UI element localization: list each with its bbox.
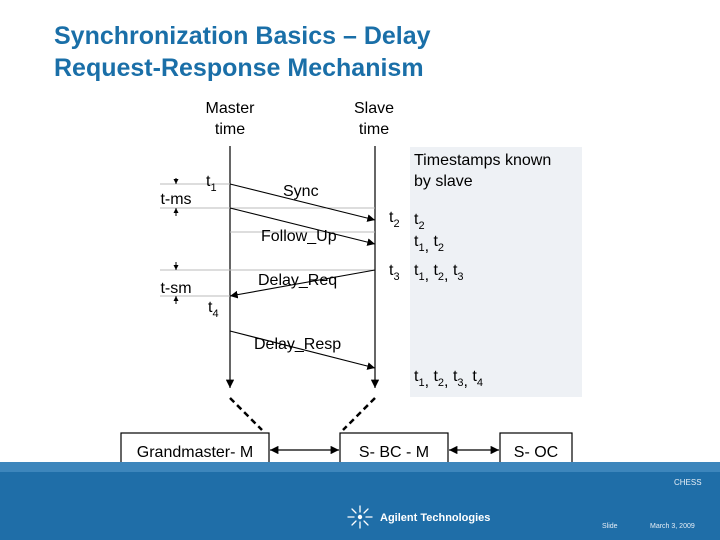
title-line-1: Synchronization Basics – Delay <box>54 22 431 50</box>
label-t4 <box>208 299 219 320</box>
footer-chess: CHESS <box>674 478 702 487</box>
delay-req-label: Delay_Req <box>258 272 338 289</box>
timestamp-base: t <box>452 262 458 279</box>
follow-up-label: Follow_Up <box>261 228 337 245</box>
oc-label: S- OC <box>513 444 559 461</box>
timestamp-base: t <box>414 368 419 385</box>
timestamps-heading-1: Timestamps known <box>414 152 552 169</box>
timestamp-base: t <box>414 211 419 228</box>
timestamp-base: t <box>433 368 438 385</box>
timestamp-base: t <box>472 368 477 385</box>
brand-name: Agilent Technologies <box>380 512 491 524</box>
t3-base: t <box>389 262 394 279</box>
timestamp-sub: 1 <box>418 242 425 254</box>
footer-date: March 3, 2009 <box>650 523 695 530</box>
timestamp-sub: 4 <box>476 377 483 389</box>
label-t1 <box>206 173 217 194</box>
timestamp-base: t <box>414 233 419 250</box>
timestamp-sub: 2 <box>437 242 445 254</box>
timestamp-sub: 3 <box>457 271 464 283</box>
t1-base: t <box>206 173 211 190</box>
timestamp-sub: 2 <box>437 271 445 283</box>
t4-sub: 4 <box>212 308 219 320</box>
footer-slide-label: Slide <box>602 523 618 530</box>
t3-sub: 3 <box>393 271 400 283</box>
title-line-2: Request-Response Mechanism <box>54 54 424 82</box>
interval-t-ms: t-ms <box>160 191 192 208</box>
timestamp-base: t <box>414 262 419 279</box>
timestamp-separator: , <box>424 238 434 255</box>
master-dashed-connector <box>230 398 262 430</box>
timestamp-sub: 1 <box>418 377 425 389</box>
timestamps-heading-2: by slave <box>414 173 473 190</box>
slave-dashed-connector <box>343 398 375 430</box>
t2-sub: 2 <box>393 218 400 230</box>
agilent-spark-icon <box>345 504 375 530</box>
footer-band <box>0 462 720 472</box>
slave-time-label-1: Slave <box>353 100 395 117</box>
slave-time-label-2: time <box>358 121 390 138</box>
timestamp-separator: , <box>424 373 434 390</box>
timestamp-sub: 1 <box>418 271 425 283</box>
label-t3 <box>389 262 400 283</box>
timestamp-base: t <box>433 262 438 279</box>
master-time-label-2: time <box>214 121 246 138</box>
t2-base: t <box>389 209 394 226</box>
timestamp-separator: , <box>463 373 473 390</box>
timestamp-base: t <box>433 233 438 250</box>
timestamp-separator: , <box>444 267 453 284</box>
master-time-label-1: Master <box>205 100 255 117</box>
timestamp-sub: 3 <box>457 377 464 389</box>
timestamp-sub: 2 <box>418 220 425 232</box>
sync-label: Sync <box>283 183 319 200</box>
label-t2 <box>389 209 400 230</box>
bc-label: S- BC - M <box>358 444 430 461</box>
delay-resp-label: Delay_Resp <box>254 336 342 353</box>
interval-t-sm: t-sm <box>160 280 192 297</box>
timestamp-separator: , <box>424 267 434 284</box>
timestamp-separator: , <box>444 373 453 390</box>
grandmaster-label: Grandmaster- M <box>136 444 254 461</box>
t4-base: t <box>208 299 213 316</box>
timestamp-sub: 2 <box>437 377 445 389</box>
timestamp-base: t <box>452 368 458 385</box>
t1-sub: 1 <box>210 182 217 194</box>
